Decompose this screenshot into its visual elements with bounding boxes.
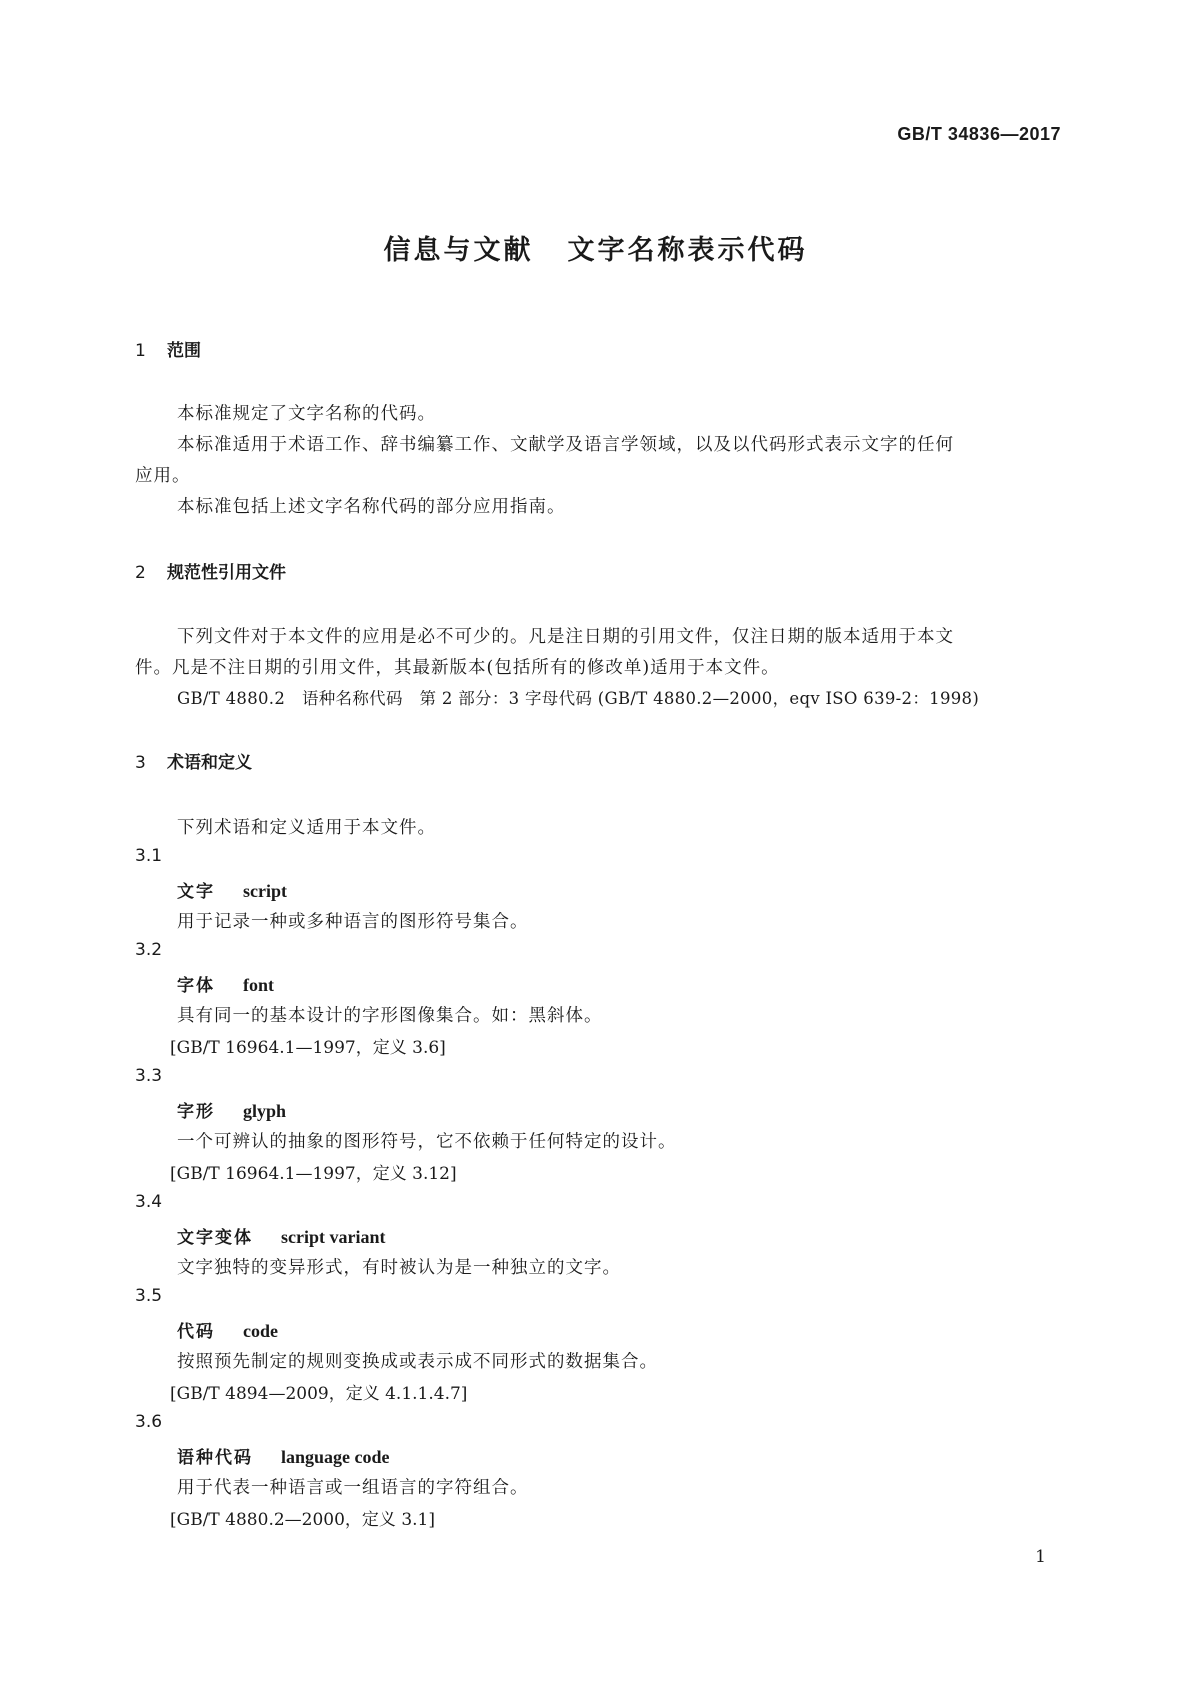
term-number: 3.5 — [135, 1286, 163, 1306]
term-heading: 字形 glyph — [177, 1101, 287, 1122]
term-heading: 文字 script — [177, 881, 287, 902]
term-number: 3.3 — [135, 1066, 163, 1086]
term-definition: 用于记录一种或多种语言的图形符号集合。 — [177, 912, 529, 932]
scope-paragraph-2-line-1: 本标准适用于术语工作、辞书编纂工作、文献学及语言学领域，以及以代码形式表示文字的任何 — [177, 435, 954, 455]
term-definition: 文字独特的变异形式，有时被认为是一种独立的文字。 — [177, 1258, 621, 1278]
section-heading-terms: 3 术语和定义 — [135, 753, 252, 773]
scope-paragraph-2-line-2: 应用。 — [135, 466, 191, 486]
term-source: [GB/T 16964.1—1997，定义 3.12] — [170, 1164, 457, 1184]
term-number: 3.2 — [135, 940, 163, 960]
section-heading-normative: 2 规范性引用文件 — [135, 563, 286, 583]
term-number: 3.6 — [135, 1412, 163, 1432]
scope-paragraph-3: 本标准包括上述文字名称代码的部分应用指南。 — [177, 497, 566, 517]
term-number: 3.4 — [135, 1192, 163, 1212]
normative-paragraph-line-1: 下列文件对于本文件的应用是必不可少的。凡是注日期的引用文件，仅注日期的版本适用于本文 — [177, 627, 954, 647]
terms-intro: 下列术语和定义适用于本文件。 — [177, 818, 436, 838]
term-definition: 一个可辨认的抽象的图形符号，它不依赖于任何特定的设计。 — [177, 1132, 677, 1152]
term-heading: 代码 code — [177, 1321, 278, 1342]
term-number: 3.1 — [135, 846, 163, 866]
term-heading: 文字变体 script variant — [177, 1227, 386, 1248]
normative-reference: GB/T 4880.2 语种名称代码 第 2 部分：3 字母代码 (GB/T 4880.2—2000，eqv ISO 639-2：1998) — [177, 689, 980, 708]
document-title — [0, 228, 1191, 267]
term-heading: 字体 font — [177, 975, 274, 996]
section-heading-scope: 1 范围 — [135, 341, 201, 361]
term-definition: 用于代表一种语言或一组语言的字符组合。 — [177, 1478, 529, 1498]
title-part-2: 文字名称表示代码 — [567, 235, 808, 266]
page-number: 1 — [1035, 1547, 1046, 1567]
term-source: [GB/T 4894—2009，定义 4.1.1.4.7] — [170, 1384, 468, 1404]
normative-paragraph-line-2: 件。凡是不注日期的引用文件，其最新版本(包括所有的修改单)适用于本文件。 — [135, 658, 780, 678]
standard-number: GB/T 34836—2017 — [897, 124, 1061, 144]
term-source: [GB/T 16964.1—1997，定义 3.6] — [170, 1038, 446, 1058]
term-definition: 具有同一的基本设计的字形图像集合。如：黑斜体。 — [177, 1006, 603, 1026]
scope-paragraph-1: 本标准规定了文字名称的代码。 — [177, 404, 436, 424]
title-part-1: 信息与文献 — [383, 235, 534, 266]
term-definition: 按照预先制定的规则变换成或表示成不同形式的数据集合。 — [177, 1352, 658, 1372]
term-source: [GB/T 4880.2—2000，定义 3.1] — [170, 1510, 435, 1530]
term-heading: 语种代码 language code — [177, 1447, 390, 1468]
